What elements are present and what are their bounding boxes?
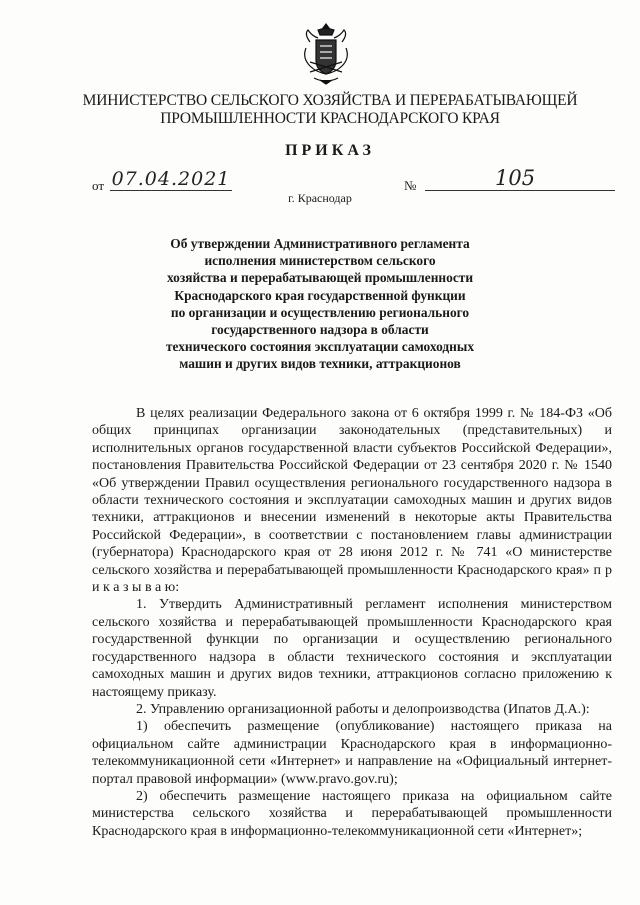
item-2-paragraph: 2. Управлению организационной работы и делопроизводства (Ипатов Д.А.):	[136, 701, 590, 717]
document-title	[140, 235, 500, 373]
title-line: по организации и осуществлению регионального	[170, 304, 470, 320]
item-2-1-paragraph: 1) обеспечить размещение (опубликование) настоящего приказа на официальном сайте администрации Краснодарского края в информационно-телекоммуникационной сети «Интернет» и направление на «Официальный интернет-портал правовой информации» (www.pravo.gov.ru);	[92, 719, 612, 787]
preamble-paragraph: В целях реализации Федерального закона от 6 октября 1999 г. № 184-ФЗ «Об общих принципах организации законодательных (представительных) и исполнительных органов государственной власти субъектов Российской Федерации», постановления Правительства Российской Федерации от 23 сентября 2020 г. № 1540 «Об утверждении Правил осуществления регионального государственного надзора в области технического состояния и эксплуатации самоходных машин и других видов техники, аттракционов и внесении изменений в некоторые акты Правительства Российской Федерации», в соответствии с постановлением главы администрации (губернатора) Краснодарского края от 28 июня 2012 г. № 741 «О министерстве сельского хозяйства и перерабатывающей промышленности Краснодарского края» п р и к а з ы в а ю:	[92, 406, 612, 596]
item-1-paragraph: 1. Утвердить Административный регламент исполнения министерством сельского хозяйства и перерабатывающей промышленности Краснодарского края государственной функции по организации и осуществлению регионального государственного надзора в области технического состояния и эксплуатации самоходных машин и других видов техники, аттракционов согласно приложению к настоящему приказу.	[92, 597, 612, 700]
title-line: государственного надзора в области	[211, 322, 429, 338]
number-value: 105	[495, 166, 536, 190]
title-line: исполнения министерством сельского	[204, 253, 436, 269]
number-field	[425, 166, 615, 191]
document-type: ПРИКАЗ	[285, 142, 375, 159]
krasnodar-coat-of-arms-icon	[300, 22, 352, 86]
date-prefix: от	[92, 178, 105, 193]
ministry-name	[60, 92, 600, 128]
city: г. Краснодар	[288, 191, 352, 205]
title-line: Краснодарского края государственной функции	[174, 287, 466, 303]
document-body	[92, 405, 612, 840]
item-2-2-paragraph: 2) обеспечить размещение настоящего приказа на официальном сайте министерства сельского хозяйства и перерабатывающей промышленности Краснодарского края в информационно-телекоммуникационной сети «Интернет»;	[92, 788, 612, 839]
ministry-line-1: МИНИСТЕРСТВО СЕЛЬСКОГО ХОЗЯЙСТВА И ПЕРЕРАБАТЫВАЮЩЕЙ	[82, 92, 578, 109]
title-line: машин и других видов техники, аттракционов	[179, 356, 461, 372]
title-line: хозяйства и перерабатывающей промышленности	[166, 270, 474, 286]
number-prefix: №	[404, 178, 417, 193]
date-value: 07.04.2021	[111, 168, 231, 190]
title-line: технического состояния эксплуатации самоходных	[165, 339, 475, 355]
title-line: Об утверждении Административного регламента	[170, 236, 470, 251]
ministry-line-2: ПРОМЫШЛЕННОСТИ КРАСНОДАРСКОГО КРАЯ	[160, 110, 500, 127]
